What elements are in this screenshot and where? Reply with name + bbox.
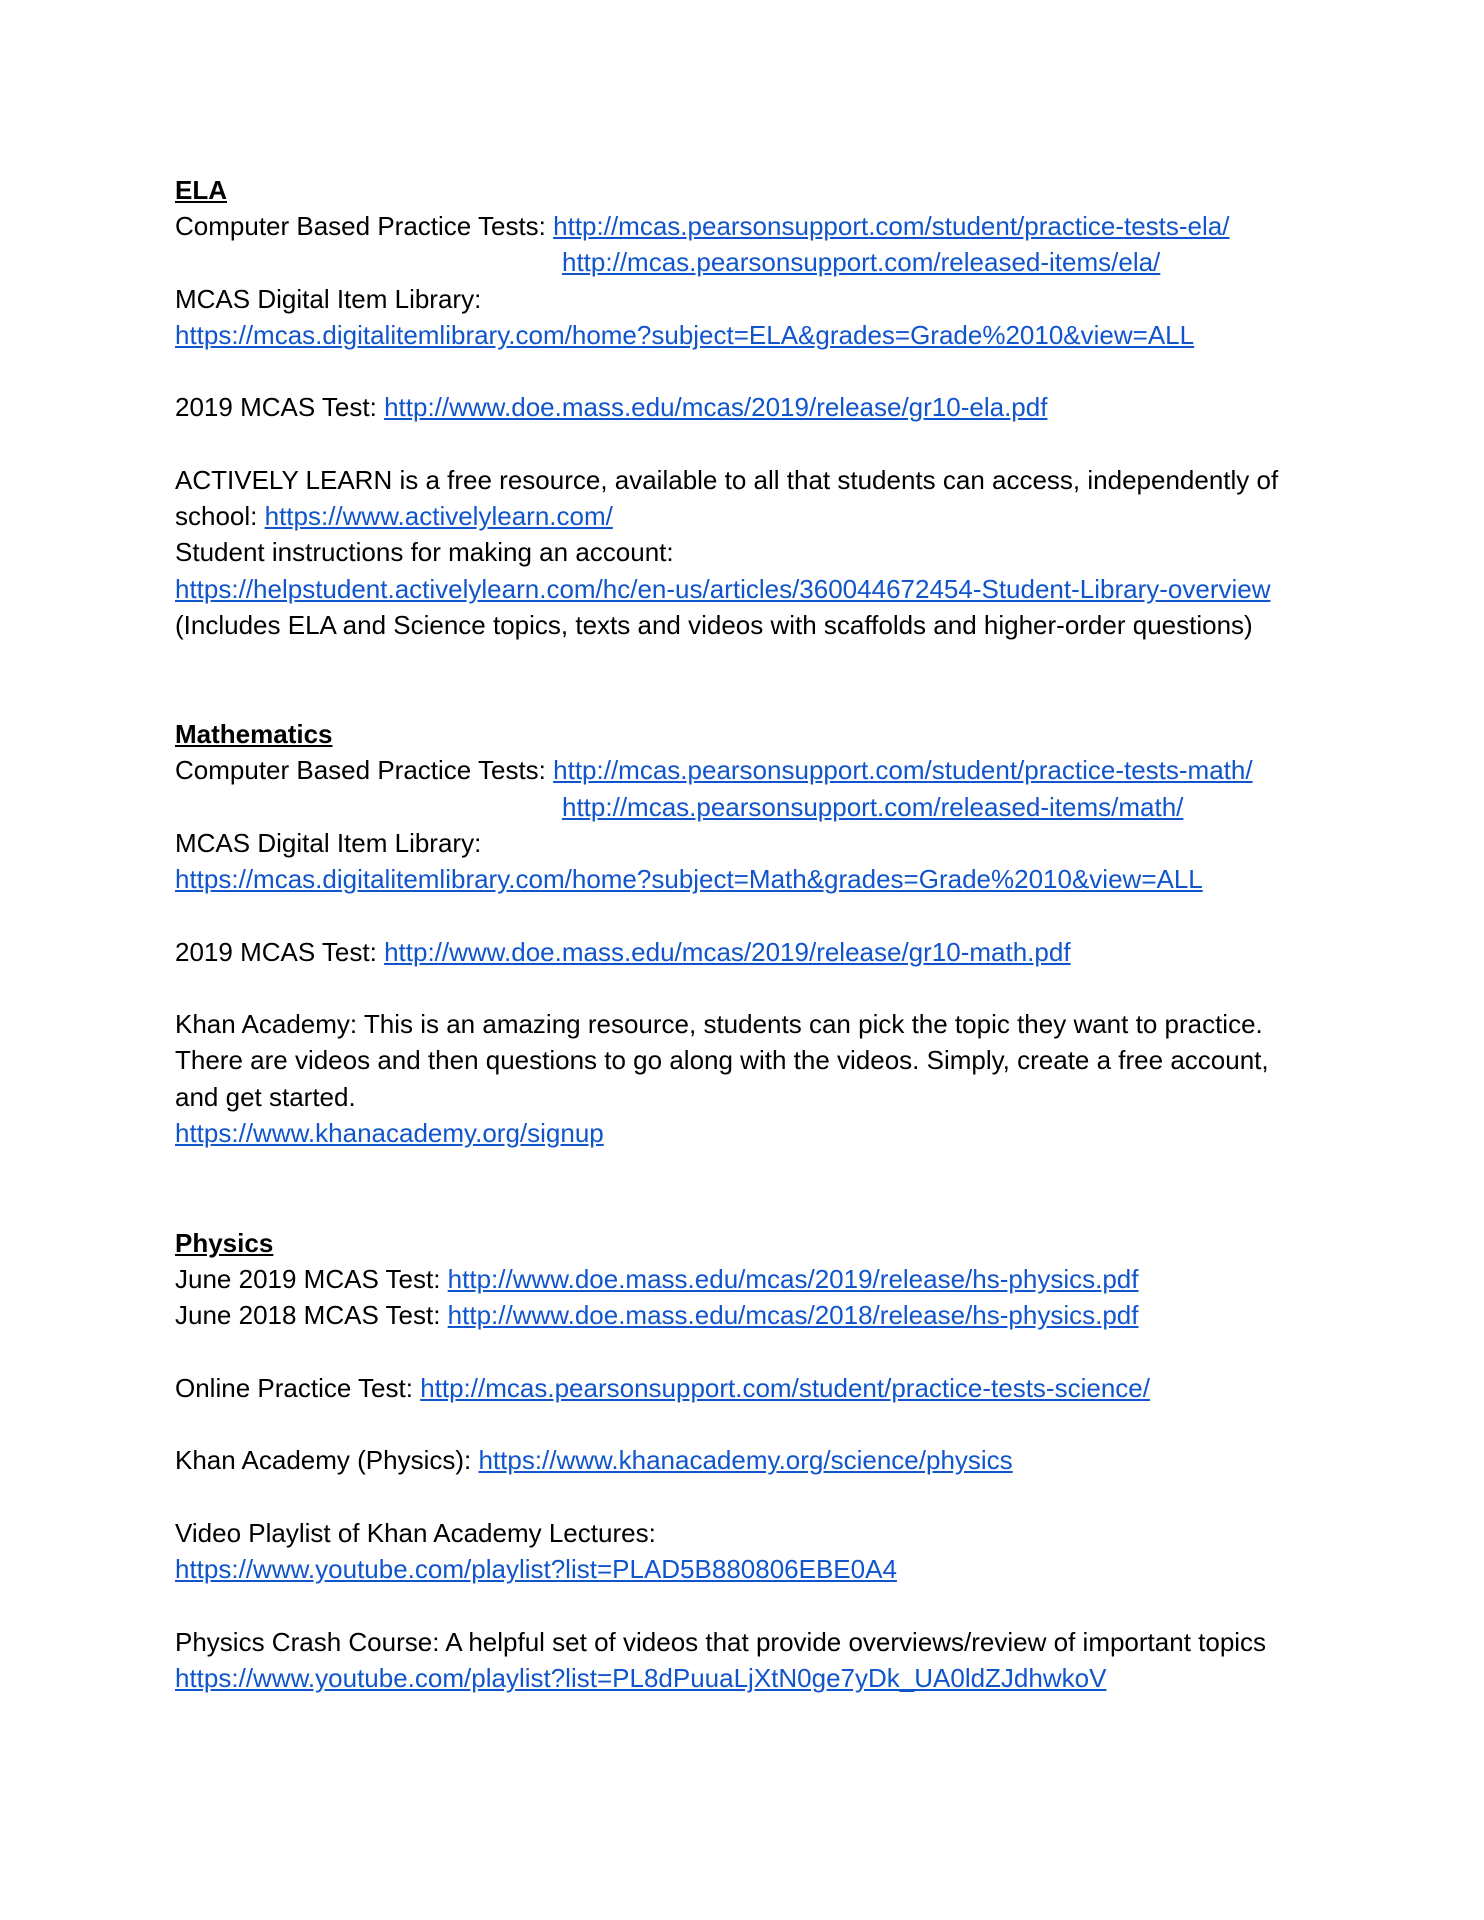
- physics-heading: Physics: [175, 1228, 274, 1258]
- math-dil-label: MCAS Digital Item Library:: [175, 828, 482, 858]
- ela-dil-label: MCAS Digital Item Library:: [175, 284, 482, 314]
- ela-cbt-link-2[interactable]: http://mcas.pearsonsupport.com/released-items/ela/: [562, 247, 1161, 277]
- physics-online-label: Online Practice Test:: [175, 1373, 421, 1403]
- ela-instructions-label: Student instructions for making an account:: [175, 537, 674, 567]
- ela-heading: ELA: [175, 175, 227, 205]
- ela-test-link[interactable]: http://www.doe.mass.edu/mcas/2019/release/gr10-ela.pdf: [384, 392, 1048, 422]
- physics-khan-label: Khan Academy (Physics):: [175, 1445, 479, 1475]
- ela-actively-learn-link[interactable]: https://www.activelylearn.com/: [264, 501, 613, 531]
- ela-instructions-line: [175, 571, 1271, 607]
- math-cbt-line-2: [562, 789, 1183, 825]
- math-khan-text-1: Khan Academy: This is an amazing resource, students can pick the topic they want to practice.: [175, 1009, 1263, 1039]
- ela-cbt-line-2: [562, 244, 1160, 280]
- physics-crash-link[interactable]: https://www.youtube.com/playlist?list=PL8dPuuaLjXtN0ge7yDk_UA0ldZJdhwkoV: [175, 1663, 1107, 1693]
- math-test-link[interactable]: http://www.doe.mass.edu/mcas/2019/release/gr10-math.pdf: [384, 937, 1071, 967]
- math-khan-text-2: There are videos and then questions to go along with the videos. Simply, create a free account,: [175, 1045, 1269, 1075]
- math-cbt-label: Computer Based Practice Tests:: [175, 755, 554, 785]
- ela-test-line: [175, 389, 1047, 425]
- physics-khan-line: [175, 1442, 1013, 1478]
- physics-june2018-line: [175, 1297, 1138, 1333]
- physics-playlist-link[interactable]: https://www.youtube.com/playlist?list=PLAD5B880806EBE0A4: [175, 1554, 897, 1584]
- ela-cbt-label: Computer Based Practice Tests:: [175, 211, 554, 241]
- math-khan-line: [175, 1115, 604, 1151]
- physics-june2019-link[interactable]: http://www.doe.mass.edu/mcas/2019/release/hs-physics.pdf: [447, 1264, 1139, 1294]
- ela-dil-line: [175, 317, 1194, 353]
- math-cbt-link-2[interactable]: http://mcas.pearsonsupport.com/released-items/math/: [562, 792, 1184, 822]
- physics-playlist-line: [175, 1551, 897, 1587]
- math-khan-link[interactable]: https://www.khanacademy.org/signup: [175, 1118, 604, 1148]
- physics-june2018-link[interactable]: http://www.doe.mass.edu/mcas/2018/release/hs-physics.pdf: [447, 1300, 1139, 1330]
- ela-includes-note: (Includes ELA and Science topics, texts and videos with scaffolds and higher-order questions): [175, 610, 1253, 640]
- physics-june2018-label: June 2018 MCAS Test:: [175, 1300, 448, 1330]
- physics-crash-line: [175, 1660, 1106, 1696]
- math-heading: Mathematics: [175, 719, 333, 749]
- math-cbt-link-1[interactable]: http://mcas.pearsonsupport.com/student/practice-tests-math/: [553, 755, 1253, 785]
- ela-actively-learn-text: ACTIVELY LEARN is a free resource, available to all that students can access, independently of: [175, 465, 1279, 495]
- math-cbt-line: [175, 752, 1253, 788]
- physics-playlist-label: Video Playlist of Khan Academy Lectures:: [175, 1518, 656, 1548]
- physics-online-line: [175, 1370, 1150, 1406]
- ela-dil-link[interactable]: https://mcas.digitalitemlibrary.com/home?subject=ELA&grades=Grade%2010&view=ALL: [175, 320, 1195, 350]
- physics-khan-link[interactable]: https://www.khanacademy.org/science/physics: [478, 1445, 1013, 1475]
- physics-crash-label: Physics Crash Course: A helpful set of videos that provide overviews/review of important topics: [175, 1627, 1267, 1657]
- physics-june2019-line: [175, 1261, 1138, 1297]
- ela-instructions-link[interactable]: https://helpstudent.activelylearn.com/hc/en-us/articles/360044672454-Student-Library-overview: [175, 574, 1271, 604]
- math-test-label: 2019 MCAS Test:: [175, 937, 385, 967]
- ela-test-label: 2019 MCAS Test:: [175, 392, 385, 422]
- math-dil-line: [175, 861, 1203, 897]
- math-khan-text-3: and get started.: [175, 1082, 356, 1112]
- physics-june2019-label: June 2019 MCAS Test:: [175, 1264, 448, 1294]
- ela-actively-learn-prefix: school:: [175, 501, 265, 531]
- physics-online-link[interactable]: http://mcas.pearsonsupport.com/student/practice-tests-science/: [420, 1373, 1150, 1403]
- math-test-line: [175, 934, 1071, 970]
- ela-cbt-line: [175, 208, 1229, 244]
- ela-cbt-link-1[interactable]: http://mcas.pearsonsupport.com/student/practice-tests-ela/: [553, 211, 1230, 241]
- ela-actively-learn-line-2: [175, 498, 613, 534]
- math-dil-link[interactable]: https://mcas.digitalitemlibrary.com/home?subject=Math&grades=Grade%2010&view=ALL: [175, 864, 1203, 894]
